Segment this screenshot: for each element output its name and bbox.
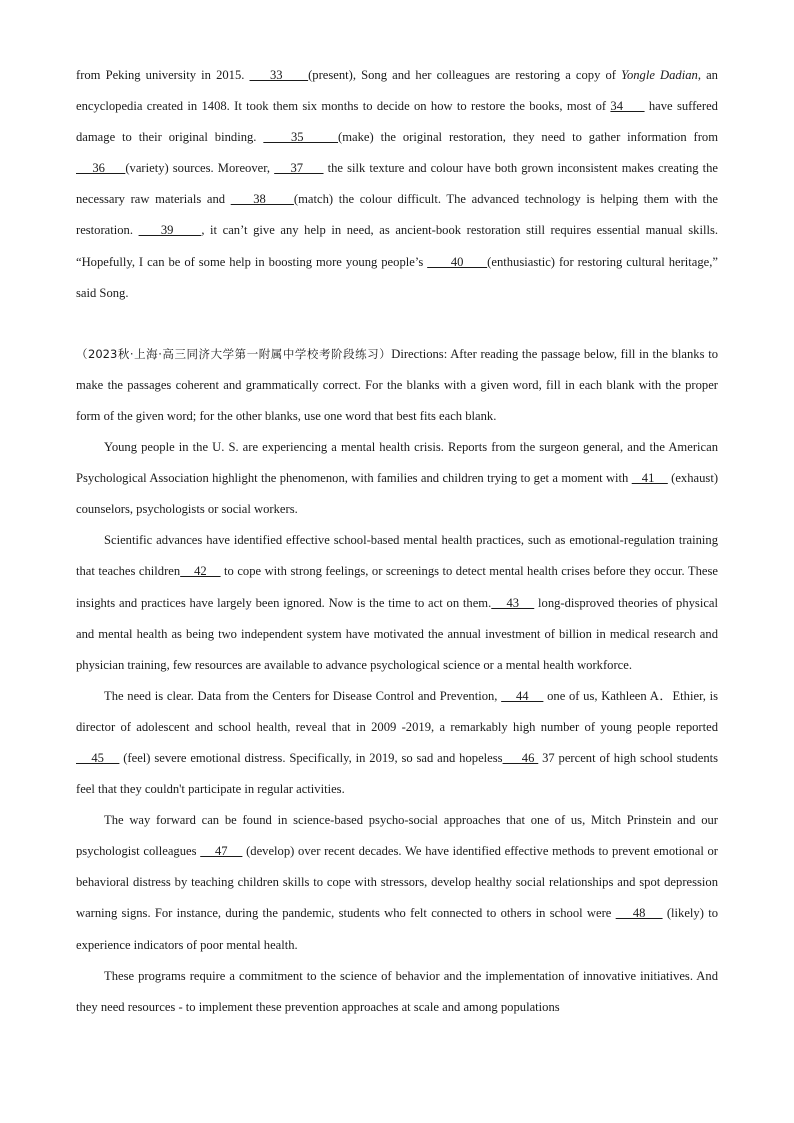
- paragraph-5: These programs require a commitment to the science of behavior and the implementation of innovative initiatives. And they need resources - to implement these prevention approaches at scale and among populations: [76, 968, 718, 1014]
- blank-38[interactable]: 38: [230, 192, 294, 207]
- paragraph-4: The way forward can be found in science-based psycho-social approaches that one of us, Mitch Prinstein and our psychologist colleagues 47 (develop) over recent decades. We have identified effective methods to prevent emotional or behavioral distress by teaching children skills to cope with stressors, develop healthy social relationships and spot depression warning signs. For instance, during the pandemic, students who felt connected to others in school were 48 (likely) to experience indicators of poor mental health.: [76, 813, 719, 952]
- section-directions: [76, 339, 718, 432]
- blank-33[interactable]: 33: [249, 68, 309, 82]
- blank-40[interactable]: 40: [427, 254, 488, 269]
- blank-34[interactable]: 34: [610, 99, 645, 114]
- document-page: [76, 60, 718, 1023]
- blank-46[interactable]: 46: [502, 750, 539, 765]
- blank-47[interactable]: 47: [200, 844, 243, 859]
- blank-35[interactable]: 35: [263, 130, 339, 145]
- blank-43[interactable]: 43: [491, 595, 535, 610]
- blank-48[interactable]: 48: [615, 906, 663, 921]
- book-title: Yongle Dadian: [621, 68, 698, 82]
- blank-37[interactable]: 37: [274, 161, 324, 176]
- paragraph-1: Young people in the U. S. are experiencing a mental health crisis. Reports from the surgeon general, and the American Psychological Association highlight the phenomenon, with families and children trying to get a moment with 41 (exhaust) counselors, psychologists or social workers.: [76, 440, 719, 517]
- paragraph-2: Scientific advances have identified effective school-based mental health practices, such as emotional-regulation training that teaches children 42 to cope with strong feelings, or screenings to detect mental health crises before they occur. These insights and practices have largely been ignored. Now is the time to act on them. 43 long-disproved theories of physical and mental health as being two independent system have motivated the annual investment of billion in medical research and physician training, few resources are available to advance psychological science or a mental health workforce.: [76, 533, 719, 672]
- source-label: （2023秋·上海·高三同济大学第一附属中学校考阶段练习）: [76, 346, 392, 361]
- blank-39[interactable]: 39: [138, 223, 202, 238]
- blank-41[interactable]: 41: [631, 471, 668, 486]
- directions-text: Directions: After reading the passage below, fill in the blanks to make the passages coherent and grammatically correct. For the blanks with a given word, fill in each blank with the proper form of the given word; for the other blanks, use one word that best fits each blank.: [76, 346, 718, 423]
- passage-1-continuation: from Peking university in 2015. 33 (present), Song and her colleagues are restoring a copy of Yongle Dadian, an encyclopedia created in 1408. It took them six months to decide on how to restore the books, most of 34 have suffered damage to their original binding. 35 (make) the original restoration, they need to gather information from 36 (variety) sources. Moreover, 37 the silk texture and colour have both grown inconsistent makes creating the necessary raw materials and 38 (match) the colour difficult. The advanced technology is helping them with the restoration. 39 , it can’t give any help in need, as ancient-book restoration still requires essential manual skills. “Hopefully, I can be of some help in boosting more young people’s 40 (enthusiastic) for restoring cultural heritage,” said Song.: [76, 68, 719, 300]
- blank-36[interactable]: 36: [76, 161, 126, 176]
- blank-45[interactable]: 45: [76, 750, 120, 765]
- blank-42[interactable]: 42: [180, 564, 221, 579]
- section-spacer: [76, 309, 718, 339]
- blank-44[interactable]: 44: [501, 688, 544, 703]
- paragraph-3: The need is clear. Data from the Centers for Disease Control and Prevention, 44 one of us, Kathleen A．Ethier, is director of adolescent and school health, reveal that in 2009 -2019, a remarkably high number of young people reported 45 (feel) severe emotional distress. Specifically, in 2019, so sad and hopeless 46 37 percent of high school students feel that they couldn't participate in regular activities.: [76, 688, 719, 797]
